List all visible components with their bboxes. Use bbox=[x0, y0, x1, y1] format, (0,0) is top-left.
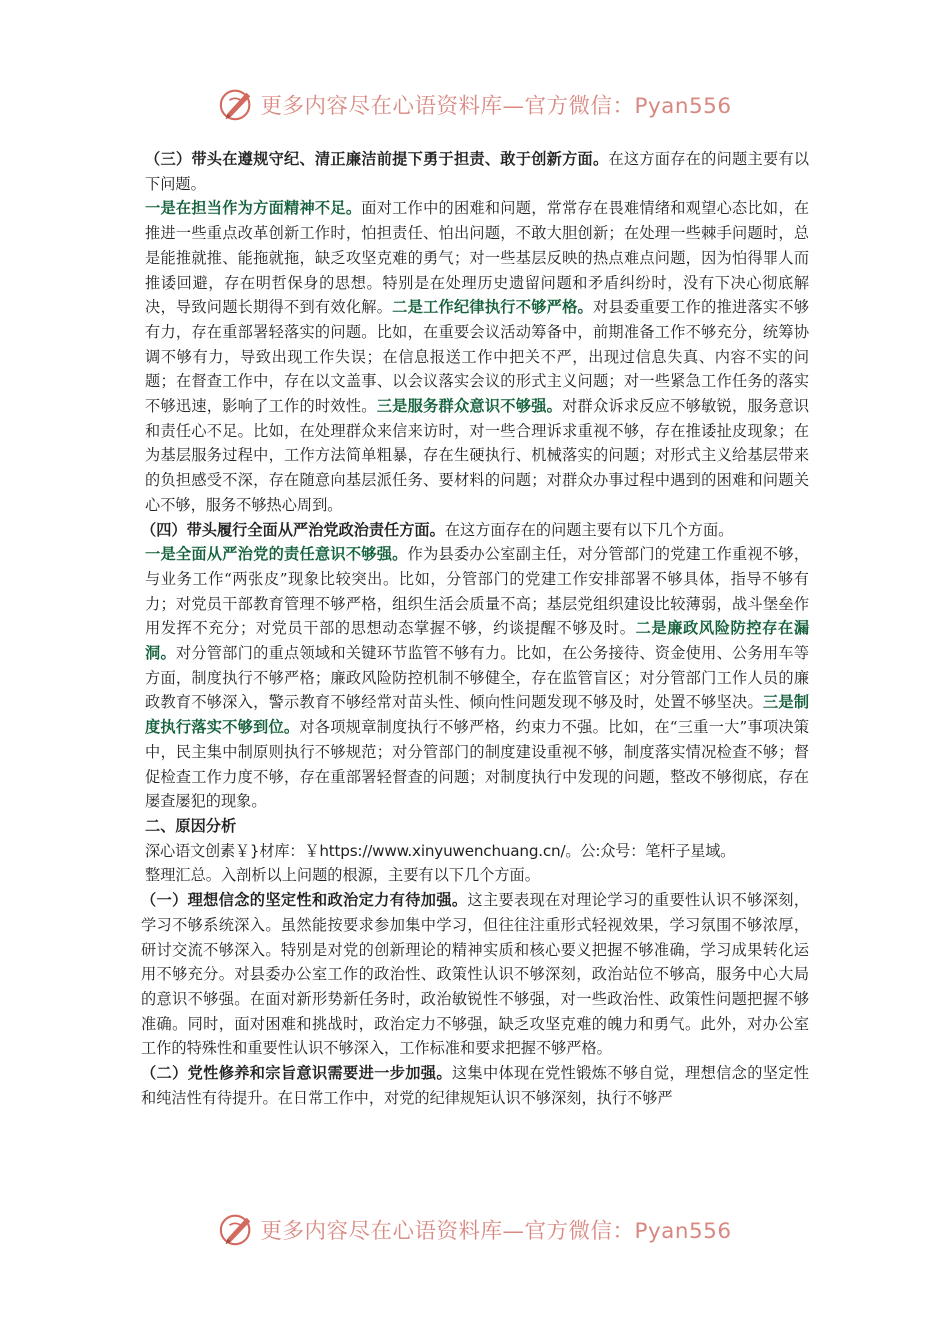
watermark-banner-top bbox=[0, 82, 950, 126]
bold-lead: （四）带头履行全面从严治党政治责任方面。 bbox=[141, 520, 445, 539]
point-three-lead: 三是服务群众意识不够强。 bbox=[376, 397, 563, 416]
point-one-text: 作为县委办公室副主任，对分管部门的党建工作重视不够，与业务工作“两张皮”现象比较突出。比如，分管部门的党建工作安排部署不够具体，指导不够有力；对党员干部教育管理不够严格，组织生活会质量不高；基层党组织建设比较薄弱，战斗堡垒作用发挥不充分；对党员干部的思想动态掌握不够，约谈提醒不够及时。 bbox=[145, 545, 810, 638]
section-four-body bbox=[145, 542, 809, 814]
section-three-body bbox=[145, 196, 809, 517]
pen-logo-icon bbox=[218, 85, 256, 123]
cause-analysis-heading: 二、原因分析 bbox=[145, 816, 237, 835]
document-body bbox=[141, 147, 810, 1110]
bold-lead: （二）党性修养和宗旨意识需要进一步加强。 bbox=[141, 1064, 452, 1083]
point-one-lead: 一是全面从严治党的责任意识不够强。 bbox=[145, 545, 408, 564]
point-one-text: 面对工作中的困难和问题，常常存在畏难情绪和观望心态比如，在推进一些重点改革创新工作时，怕担责任、怕出问题，不敢大胆创新；在处理一些棘手问题时，总是能推就推、能拖就拖，缺乏攻坚克难的勇气；对一些基层反映的热点难点问题，因为怕得罪人而推诿回避，存在明哲保身的思想。特别是在处理历史遗留问题和矛盾纠纷时，没有下决心彻底解决，导致问题长期得不到有效化解。 bbox=[145, 199, 810, 317]
pen-logo-icon bbox=[218, 1210, 256, 1248]
watermark-text: 更多内容尽在心语资料库—官方微信：Pyan556 bbox=[260, 1218, 732, 1244]
point-one-lead: 一是在担当作为方面精神不足。 bbox=[145, 199, 362, 218]
point-two-text: 对分管部门的重点领域和关键环节监管不够有力。比如，在公务接待、资金使用、公务用车等方面，制度执行不够严格；廉政风险防控机制不够健全，存在监管盲区；对分管部门工作人员的廉政教育不够深入，警示教育不够经常对苗头性、倾向性问题发现不够及时，处置不够坚决。 bbox=[145, 644, 810, 712]
watermark-text: 更多内容尽在心语资料库—官方微信：Pyan556 bbox=[260, 93, 732, 119]
point-three-text: 对群众诉求反应不够敏锐，服务意识和责任心不足。比如，在处理群众来信来访时，对一些合理诉求重视不够，存在推诿扯皮现象；在为基层服务过程中，工作方法简单粗暴，存在生硬执行、机械落实的问题；对形式主义给基层带来的负担感受不深，存在随意向基层派任务、要材料的问题；对群众办事过程中遇到的困难和问题关心不够，服务不够热心周到。 bbox=[145, 397, 810, 514]
bold-lead: （三）带头在遵规守纪、清正廉洁前提下勇于担责、敢于创新方面。 bbox=[145, 150, 609, 168]
point-two-lead: 二是工作纪律执行不够严格。 bbox=[392, 298, 593, 317]
section-three-heading bbox=[145, 147, 809, 196]
paragraph-text: 这主要表现在对理论学习的重要性认识不够深刻，学习不够系统深入。虽然能按要求参加集中学习，但往往注重形式轻视效果，学习氛围不够浓厚，研讨交流不够深入。特别是对党的创新理论的精神实质和核心要义把握不够准确，学习成果转化运用不够充分。对县委办公室工作的政治性、政策性认识不够深刻，政治站位不够高，服务中心大局的意识不够强。在面对新形势新任务时，政治敏锐性不够强，对一些政治性、政策性问题把握不够准确。同时，面对困难和挑战时，政治定力不够强，缺乏攻坚克难的魄力和勇气。此外，对办公室工作的特殊性和重要性认识不够深入，工作标准和要求把握不够严格。 bbox=[141, 891, 810, 1058]
paragraph-text: 这集中体现在党性锻炼不够自觉，理想信念的坚定性和纯洁性有待提升。在日常工作中，对党的纪律规矩认识不够深刻，执行不够严 bbox=[141, 1064, 810, 1107]
point-three-text: 对各项规章制度执行不够严格，约束力不强。比如，在“三重一大”事项决策中，民主集中制原则执行不够规范；对分管部门的制度建设重视不够，制度落实情况检查不够；督促检查工作力度不够，存在重部署轻督查的问题；对制度执行中发现的问题，整改不够彻底，存在屡查屡犯的现象。 bbox=[145, 718, 810, 811]
point-two-text: 对县委重要工作的推进落实不够有力，存在重部署轻落实的问题。比如，在重要会议活动筹备中，前期准备工作不够充分，统筹协调不够有力，导致出现工作失误；在信息报送工作中把关不严，出现过信息失真、内容不实的问题；在督查工作中，存在以文盖事、以会议落实会议的形式主义问题；对一些紧急工作任务的落实不够迅速，影响了工作的时效性。 bbox=[145, 298, 810, 416]
paragraph-text: 在这方面存在的问题主要有以下几个方面。 bbox=[444, 520, 734, 539]
cause-two-paragraph bbox=[141, 1061, 809, 1110]
watermark-banner-bottom bbox=[0, 1207, 950, 1251]
paragraph-text: 在这方面存在的问题主要有以下问题。 bbox=[145, 150, 810, 193]
point-three-lead: 三是制度执行落实不够到位。 bbox=[145, 693, 810, 737]
source-note-line: 深心语文创素￥}材库：￥https://www.xinyuwenchuang.cn/。公:众号：笔杆子星域。 bbox=[145, 841, 736, 860]
source-note-line-2: 整理汇总。入剖析以上问题的根源，主要有以下几个方面。 bbox=[145, 866, 540, 885]
cause-one-paragraph bbox=[141, 888, 809, 1061]
section-four-heading bbox=[141, 518, 809, 543]
bold-lead: （一）理想信念的坚定性和政治定力有待加强。 bbox=[141, 891, 468, 910]
point-two-lead: 二是廉政风险防控存在漏洞。 bbox=[145, 619, 810, 663]
